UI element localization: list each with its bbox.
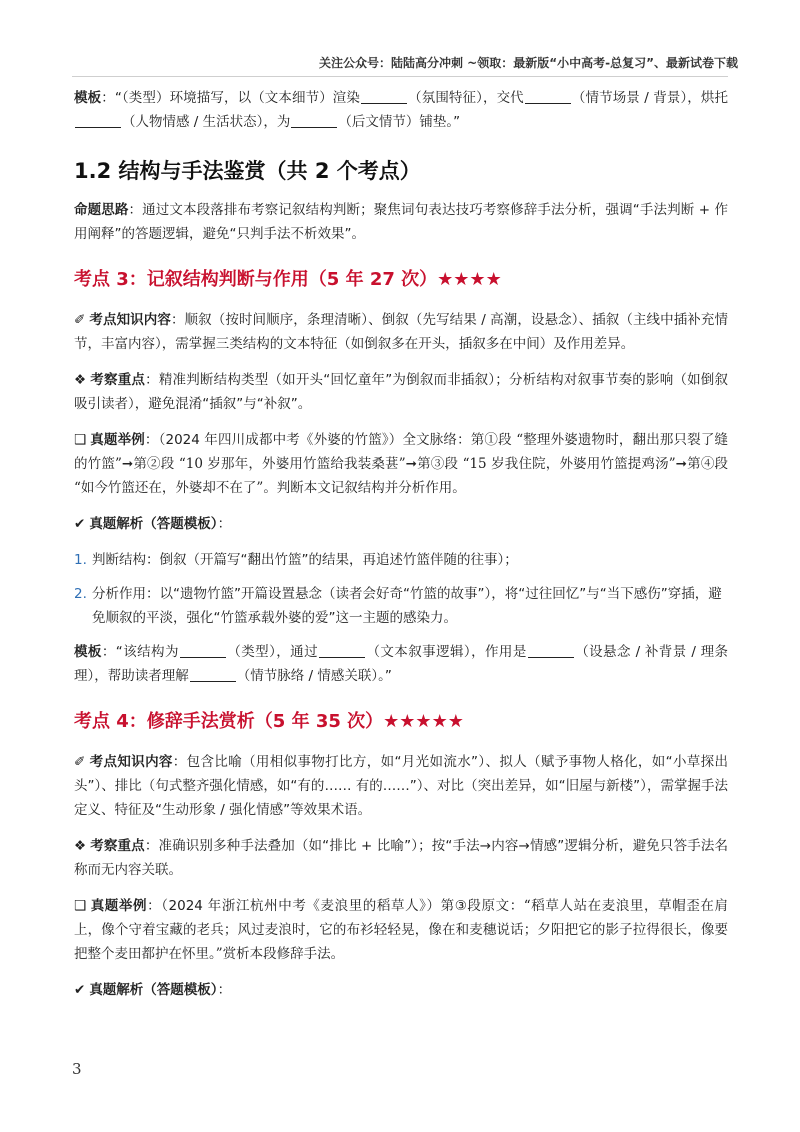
point3-example: ❑ 真题举例：（2024 年四川成都中考《外婆的竹篮》）全文脉络：第①段 “整理外婆遗物时，翻出那只裂了缝的竹篮”➞第②段 “10 岁那年，外婆用竹篮给我装桑葚”➞第③段 “15 岁我住院，外婆用竹篮提鸡汤”➞第④段 “如今竹篮还在，外婆却不在了”。判断本文记叙结构并分析作用。 xyxy=(74,428,728,500)
example-quote: “稻草人站在麦浪里，草帽歪在肩上，像个守着宝藏的老兵；风过麦浪时，它的布衫轻轻晃，像在和麦穗说话；夕阳把它的影子拉得很长，像要把整个麦田都护在怀里。” xyxy=(74,898,729,962)
point4-knowledge: ✐ 考点知识内容：包含比喻（用相似事物打比方，如“月光如流水”）、拟人（赋予事物人格化，如“小草探出头”）、排比（句式整齐强化情感，如“有的…… 有的……”）、对比（突出差异，如“旧屋与新楼”），需掌握手法定义、特征及“生动形象 / 强化情感”等效果术语。 xyxy=(74,750,728,822)
pencil-icon: ✐ xyxy=(74,312,86,328)
fill-blank xyxy=(319,643,365,658)
list-item: 2. 分析作用：以“遗物竹篮”开篇设置悬念（读者会好奇“竹篮的故事”），将“过往回忆”与“当下感伤”穿插，避免顺叙的平淡，强化“竹篮承载外婆的爱”这一主题的感染力。 xyxy=(74,586,722,626)
fill-blank xyxy=(180,643,226,658)
point3-analysis-heading: ✔ 真题解析（答题模板）： xyxy=(74,512,728,536)
point3-title: 考点 3：记叙结构判断与作用（5 年 27 次）★★★★ xyxy=(74,269,502,290)
point3-template: 模板：“该结构为 （类型），通过 （文本叙事逻辑），作用是 （设悬念 / 补背景 / 理条理），帮助读者理解 （情节脉络 / 情感关联）。” xyxy=(74,644,729,684)
diamond-icon: ❖ xyxy=(74,372,87,388)
check-icon: ✔ xyxy=(74,982,86,998)
template-paragraph-1: 模板：“（类型）环境描写，以（文本细节）渲染 （氛围特征），交代 （情节场景 / 背景），烘托（人物情感 / 生活状态），为 （后文情节）铺垫。” xyxy=(74,90,729,130)
point3-focus: ❖ 考察重点：精准判断结构类型（如开头“回忆童年”为倒叙而非插叙）；分析结构对叙事节奏的影响（如倒叙吸引读者），避免混淆“插叙”与“补叙”。 xyxy=(74,368,728,416)
template-label: 模板 xyxy=(74,90,102,106)
fill-blank xyxy=(190,667,236,682)
fill-blank xyxy=(75,113,121,128)
point4-example: ❑ 真题举例：（2024 年浙江杭州中考《麦浪里的稻草人》）第③段原文：“稻草人站在麦浪里，草帽歪在肩上，像个守着宝藏的老兵；风过麦浪时，它的布衫轻轻晃，像在和麦穗说话；夕阳把它的影子拉得很长，像要把整个麦田都护在怀里。”赏析本段修辞手法。 xyxy=(74,894,728,966)
fill-blank xyxy=(528,643,574,658)
point4-analysis-heading: ✔ 真题解析（答题模板）： xyxy=(74,978,728,1002)
page-number: 3 xyxy=(72,1060,82,1078)
checkbox-icon: ❑ xyxy=(74,898,87,914)
point4-title: 考点 4：修辞手法赏析（5 年 35 次）★★★★★ xyxy=(74,711,464,732)
diamond-icon: ❖ xyxy=(74,838,87,854)
fill-blank xyxy=(361,89,407,104)
page-header: 关注公众号：陆陆高分冲刺 ~领取：最新版“小中高考-总复习”、最新试卷下载 xyxy=(319,56,738,70)
section-idea: 命题思路：通过文本段落排布考察记叙结构判断；聚焦词句表达技巧考察修辞手法分析，强调“手法判断 + 作用阐释”的答题逻辑，避免“只判手法不析效果”。 xyxy=(74,202,729,242)
check-icon: ✔ xyxy=(74,516,86,532)
fill-blank xyxy=(525,89,571,104)
checkbox-icon: ❑ xyxy=(74,432,87,448)
pencil-icon: ✐ xyxy=(74,754,86,770)
fill-blank xyxy=(291,113,337,128)
page-content xyxy=(74,86,728,1014)
section-title: 1.2 结构与手法鉴赏（共 2 个考点） xyxy=(74,159,421,183)
point3-knowledge: ✐ 考点知识内容：顺叙（按时间顺序，条理清晰）、倒叙（先写结果 / 高潮，设悬念）、插叙（主线中插补充情节，丰富内容），需掌握三类结构的文本特征（如倒叙多在开头，插叙多在中间）及作用差异。 xyxy=(74,308,728,356)
example-quote: 第①段 “整理外婆遗物时，翻出那只裂了缝的竹篮”➞第②段 “10 岁那年，外婆用竹篮给我装桑葚”➞第③段 “15 岁我住院，外婆用竹篮提鸡汤”➞第④段 “如今竹篮还在，外婆却不在了” xyxy=(74,432,729,496)
point4-focus: ❖ 考察重点：准确识别多种手法叠加（如“排比 + 比喻”）；按“手法→内容→情感”逻辑分析，避免只答手法名称而无内容关联。 xyxy=(74,834,728,882)
header-divider xyxy=(72,76,728,77)
list-item: 1. 判断结构：倒叙（开篇写“翻出竹篮”的结果，再追述竹篮伴随的往事）； xyxy=(74,552,518,568)
